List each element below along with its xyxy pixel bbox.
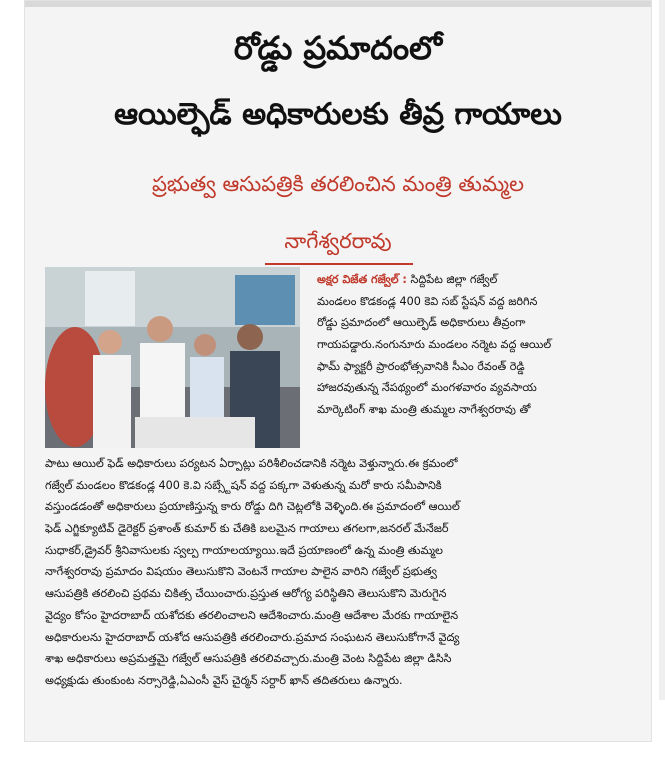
article-line: హాజరవుతున్న నేపథ్యంలో మంగళవారం వ్యవసాయ xyxy=(317,381,537,395)
article-line: నాగేశ్వరరావు ప్రమాదం విషయం తెలుసుకొని వెంటనే గాయాల పాలైన వారిని గజ్వేల్ ప్రభుత్వ xyxy=(45,565,437,579)
article-line: అధ్యక్షుడు తుంకుంట నర్సారెడ్డి,ఏఎంసీ వైస్ చైర్మన్ సర్దార్ ఖాన్ తదితరులు ఉన్నారు. xyxy=(45,673,403,687)
subheadline-line-2: నాగేశ్వరరావు xyxy=(284,229,392,253)
article-line: ఫెడ్ ఎగ్జిక్యూటివ్ డైరెక్టర్ ప్రశాంత్ కుమార్ కు చేతికి బలమైన గాయాలు తగలగా,జనరల్ మేనేజర్ xyxy=(45,522,449,536)
article-line: వైద్యం కోసం హైదరాబాద్ యశోదకు తరలించాలని ఆదేశించారు.మంత్రి ఆదేశాల మేరకు గాయాలైన xyxy=(45,608,459,622)
article-line: అధికారులను హైదరాబాద్ యశోద ఆసుపత్రికి తరలించారు.ప్రమాద సంఘటన తెలుసుకోగానే వైద్య xyxy=(45,630,460,644)
article-body xyxy=(45,453,641,692)
article-text: సిద్దిపేట జిల్లా గజ్వేల్ xyxy=(410,273,498,286)
byline: అక్షర విజేత గజ్వేల్ : xyxy=(317,273,407,286)
article-line: రోడ్డు ప్రమాదంలో ఆయిల్ఫెడ్ అధికారులు తీవ్రంగా xyxy=(317,316,526,330)
article-line: గాయపడ్డారు.నంగునూరు మండలం నర్మెట వద్ద ఆయిల్ xyxy=(317,338,552,352)
news-photo xyxy=(45,267,300,448)
clipping-top-border xyxy=(25,1,651,7)
article-line: సుధాకర్,డ్రైవర్ శ్రీనివాసులకు స్వల్ప గాయాలయ్యాయి.ఇదే ప్రయాణంలో ఉన్న మంత్రి తుమ్మల xyxy=(45,543,443,557)
article-line: శాఖ అధికారులు అప్రమత్తమై గజ్వేల్ ఆసుపత్రికి తరలివచ్చారు.మంత్రి వెంట సిద్దిపేట జిల్లా డిసిసి xyxy=(45,652,452,666)
headline-line-2: ఆయిల్ఫెడ్ అధికారులకు తీవ్ర గాయాలు xyxy=(114,97,562,132)
article-line: ఆసుపత్రికి తరలించి ప్రథమ చికిత్స చేయించారు.ప్రస్తుత ఆరోగ్య పరిస్థితిని తెలుసుకొని మెరుగైన xyxy=(45,587,447,601)
article-line xyxy=(317,269,641,291)
subheadline-line-1: ప్రభుత్వ ఆసుపత్రికి తరలించిన మంత్రి తుమ్మల xyxy=(151,172,524,196)
news-photo-hospital-visit-icon xyxy=(45,267,300,448)
article-line: పాటు ఆయిల్ ఫెడ్ అధికారులు పర్యటన ఏర్పాట్లు పరిశీలించడానికి నర్మెట వెళ్తున్నారు.ఈ క్రమంలో xyxy=(45,457,458,470)
subheadline-underline xyxy=(265,263,413,265)
article-line: వస్తుండడంతో అధికారులు ప్రయాణిస్తున్న కారు రోడ్డు దిగి చెట్లలోకి వెళ్ళింది.ఈ ప్రమాదంలో ఆయిల్ xyxy=(45,500,460,514)
headline-line-1: రోడ్డు ప్రమాదంలో xyxy=(233,29,443,67)
news-clipping xyxy=(24,0,652,742)
article-line: మండలం కొడకండ్ల 400 కెవి సబ్ స్టేషన్ వద్ద జరిగిన xyxy=(317,294,538,308)
article-line: మార్కెటింగ్ శాఖ మంత్రి తుమ్మల నాగేశ్వరరావు తో xyxy=(317,403,531,417)
page-edge xyxy=(659,0,665,700)
article-line: ఫామ్ ఫ్యాక్టరీ ప్రారంభోత్సవానికి సీఎం రేవంత్ రెడ్డి xyxy=(317,359,525,373)
article-line: గజ్వేల్ మండలం కొడకండ్ల 400 కె.వి సబ్స్టేషన్ వద్ద పక్కగా వెళుతున్న మరో కారు సమీపానికి xyxy=(45,478,442,492)
article-top-right-column xyxy=(317,269,641,421)
